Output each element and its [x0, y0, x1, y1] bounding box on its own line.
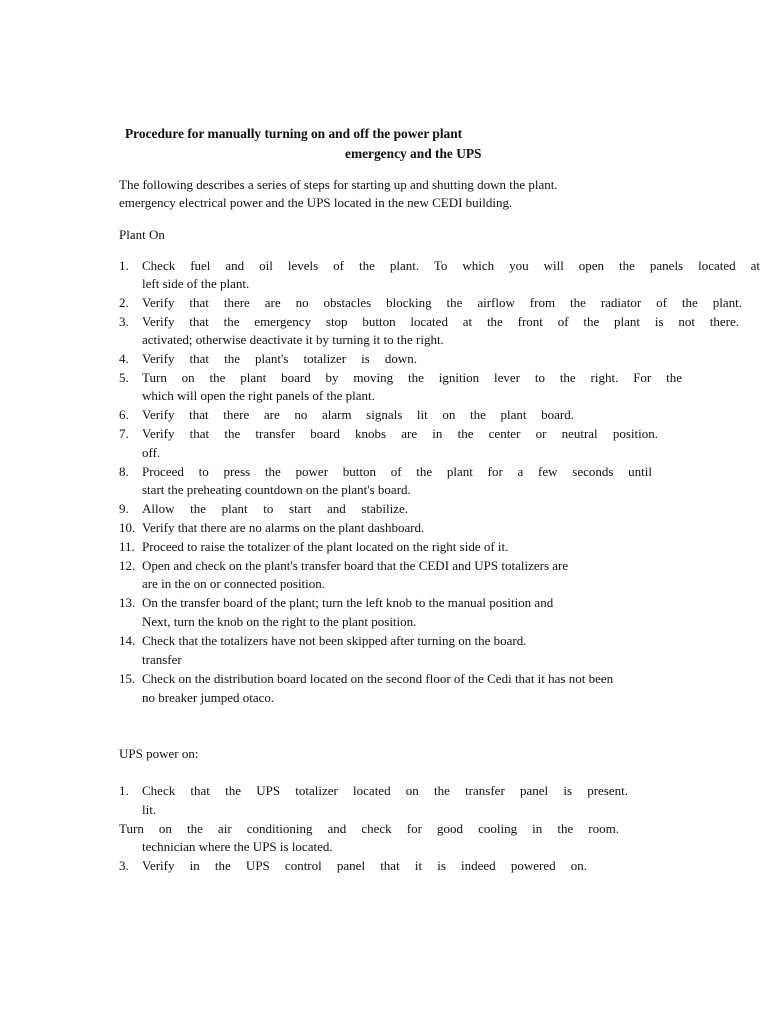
- item-number: 12.: [119, 558, 136, 573]
- item-text: Verify that there are no alarms on the plant dashboard.: [142, 520, 425, 535]
- item-text-continued: activated; otherwise deactivate it by turning it to the right.: [142, 332, 444, 347]
- item-text-continued: which will open the right panels of the plant.: [142, 388, 375, 403]
- item-text: Turn on the air conditioning and check for good cooling in the room.: [119, 821, 619, 836]
- document-title-line-1: Procedure for manually turning on and off the power plant: [125, 126, 463, 141]
- item-text: Allow the plant to start and stabilize.: [142, 501, 408, 516]
- item-text-continued: lit.: [142, 802, 157, 817]
- item-text-continued: left side of the plant.: [142, 276, 250, 291]
- item-number: 8.: [119, 464, 129, 479]
- item-text-continued: transfer: [142, 652, 182, 667]
- item-text: Verify that there are no obstacles blocking the airflow from the radiator of the plant.: [142, 295, 742, 310]
- item-text: Verify in the UPS control panel that it is indeed powered on.: [142, 858, 587, 873]
- item-number: 3.: [119, 314, 129, 329]
- item-text-continued: off.: [142, 445, 161, 460]
- item-number: 4.: [119, 351, 129, 366]
- item-text: Proceed to raise the totalizer of the plant located on the right side of it.: [142, 539, 509, 554]
- item-text-continued: technician where the UPS is located.: [142, 839, 333, 854]
- item-text-continued: are in the on or connected position.: [142, 576, 326, 591]
- item-number: 11.: [119, 539, 135, 554]
- intro-line-1: The following describes a series of steps for starting up and shutting down the plant.: [119, 177, 558, 192]
- item-number: 13.: [119, 595, 136, 610]
- item-text: Verify that there are no alarm signals lit on the plant board.: [142, 407, 574, 422]
- item-text-continued: Next, turn the knob on the right to the plant position.: [142, 614, 417, 629]
- item-text: Verify that the transfer board knobs are in the center or neutral position.: [142, 426, 658, 441]
- item-number: 6.: [119, 407, 129, 422]
- item-text: Check that the totalizers have not been skipped after turning on the board.: [142, 633, 527, 648]
- item-number: 1.: [119, 258, 129, 273]
- section-heading-ups-on: UPS power on:: [119, 746, 199, 761]
- item-text: Proceed to press the power button of the plant for a few seconds until: [142, 464, 652, 479]
- item-text: Verify that the plant's totalizer is down.: [142, 351, 417, 366]
- item-number: 15.: [119, 671, 136, 686]
- intro-line-2: emergency electrical power and the UPS located in the new CEDI building.: [119, 195, 513, 210]
- item-text: Turn on the plant board by moving the ignition lever to the right. For the: [142, 370, 682, 385]
- document-title-line-2: emergency and the UPS: [345, 146, 482, 161]
- item-text: Verify that the emergency stop button located at the front of the plant is not there.: [142, 314, 739, 329]
- item-number: 1.: [119, 783, 129, 798]
- item-text: Open and check on the plant's transfer board that the CEDI and UPS totalizers are: [142, 558, 569, 573]
- item-number: 10.: [119, 520, 136, 535]
- item-text: On the transfer board of the plant; turn the left knob to the manual position and: [142, 595, 554, 610]
- item-text: Check on the distribution board located on the second floor of the Cedi that it has not been: [142, 671, 614, 686]
- item-text-continued: no breaker jumped otaco.: [142, 690, 275, 705]
- item-number: 14.: [119, 633, 136, 648]
- item-number: 3.: [119, 858, 129, 873]
- item-text: Check fuel and oil levels of the plant. To which you will open the panels located at: [142, 258, 760, 273]
- item-text-continued: start the preheating countdown on the plant's board.: [142, 482, 411, 497]
- item-number: 5.: [119, 370, 129, 385]
- item-number: 7.: [119, 426, 129, 441]
- item-number: 9.: [119, 501, 129, 516]
- item-text: Check that the UPS totalizer located on the transfer panel is present.: [142, 783, 628, 798]
- item-number: 2.: [119, 295, 129, 310]
- section-heading-plant-on: Plant On: [119, 227, 165, 242]
